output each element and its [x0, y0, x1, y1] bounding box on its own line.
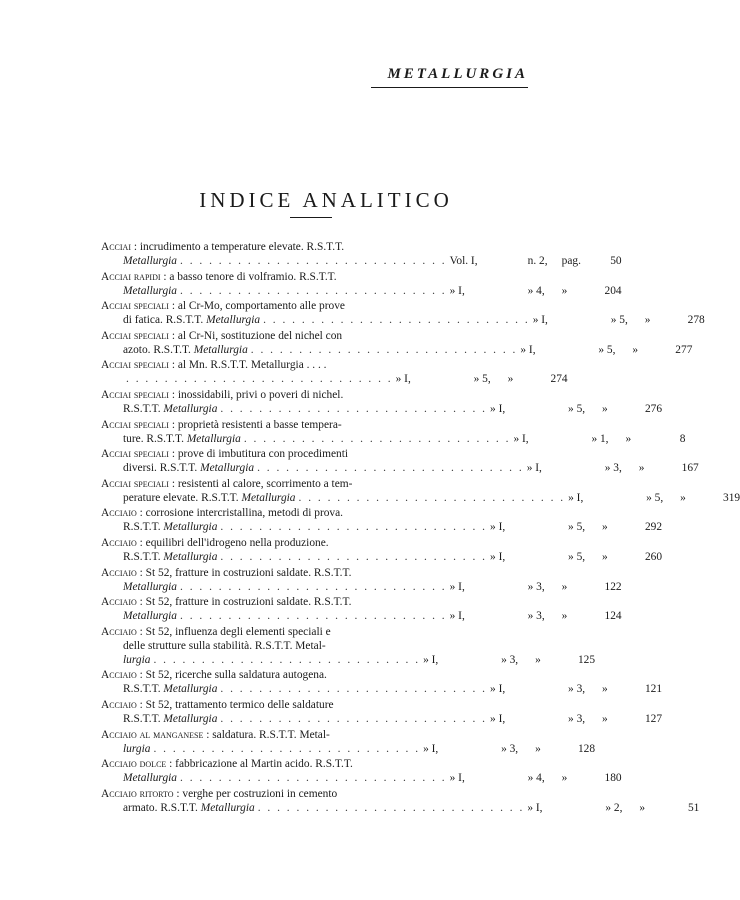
entry-source-italic: Metallurgia [193, 343, 248, 356]
index-entry [101, 625, 596, 667]
page-label: » [602, 683, 608, 696]
issue-ref: » 5, [646, 491, 664, 504]
entry-source-italic: Metallurgia [123, 580, 177, 593]
issue-ref: » 2, [605, 801, 623, 814]
entry-heading: Acciai speciali [101, 388, 169, 401]
entry-source-italic: Metallurgia [186, 432, 241, 445]
page-label: » [644, 314, 651, 327]
entry-heading: Acciai speciali [101, 359, 169, 372]
entry-heading: Acciai speciali [101, 418, 169, 431]
entry-first-line [101, 757, 531, 771]
page-number: 51 [687, 801, 700, 814]
page-number: 319 [723, 491, 740, 504]
page-number: 121 [644, 683, 663, 696]
index-list [101, 240, 740, 816]
entry-description: : St 52, trattamento termico delle saldature [139, 698, 334, 711]
index-entry [101, 240, 622, 268]
issue-ref: » 5, [610, 314, 628, 327]
entry-first-line [101, 595, 531, 609]
entry-reference-line [101, 742, 596, 756]
entry-reference [513, 432, 685, 446]
page-label: » [561, 580, 568, 593]
entry-heading: Acciaio dolce [101, 758, 167, 771]
page-number: 204 [604, 284, 622, 297]
entry-reference-line [101, 284, 622, 298]
entry-source-italic: Metallurgia [206, 314, 261, 327]
entry-description: : St 52, fratture in costruzioni saldate. R.S.T.T. [139, 596, 352, 609]
entry-source-italic: Metallurgia [123, 610, 177, 623]
volume-ref: » I, [449, 284, 465, 297]
entry-reference [490, 682, 662, 696]
entry-reference [533, 313, 705, 327]
entry-reference-line [101, 402, 663, 416]
page-number: 125 [577, 653, 596, 666]
entry-reference [490, 712, 662, 726]
entry-heading: Acciai rapidi [101, 270, 161, 283]
dot-leader: . . . . . . . . . . . . . . . . . . . . . . . . . . . . [153, 742, 421, 755]
index-entry [101, 757, 622, 785]
entry-reference-line [101, 254, 622, 268]
dot-leader: . . . . . . . . . . . . . . . . . . . . . . . . . . . . [220, 521, 488, 534]
entry-description: : St 52, influenza degli elementi speciali e [139, 625, 331, 638]
entry-first-line [101, 566, 531, 580]
page-label: » [639, 801, 646, 814]
page-label: » [632, 343, 639, 356]
entry-description: : fabbricazione al Martin acido. R.S.T.T. [169, 758, 353, 771]
volume-ref: » I, [520, 343, 536, 356]
entry-description: : corrosione intercristallina, metodi di prova. [139, 507, 344, 520]
entry-reference-line [101, 550, 663, 564]
volume-ref: » I, [490, 402, 506, 415]
page-label: » [561, 772, 568, 785]
entry-source-italic: Metallurgia [200, 462, 255, 475]
entry-first-line [101, 388, 531, 402]
volume-ref: » I, [568, 491, 584, 504]
dot-leader: . . . . . . . . . . . . . . . . . . . . . . . . . . . . [220, 402, 488, 415]
entry-first-line [101, 728, 531, 742]
volume-ref: » I, [423, 742, 439, 755]
volume-ref: » I, [449, 580, 465, 593]
index-entry [101, 270, 622, 298]
entry-source-italic: Metallurgia [123, 284, 177, 297]
entry-description: : verghe per costruzioni in cemento [176, 787, 338, 800]
entry-description: : resistenti al calore, scorrimento a tem- [171, 477, 353, 490]
page-number: 167 [681, 462, 699, 475]
entry-source-italic: Metallurgia [163, 550, 218, 563]
entry-source-italic: Metallurgia [241, 491, 296, 504]
entry-heading: Acciai speciali [101, 329, 169, 342]
page-label: » [507, 373, 514, 386]
page-label: » [561, 610, 568, 623]
index-entry [101, 447, 699, 475]
page-number: 274 [550, 373, 568, 386]
entry-heading: Acciai speciali [101, 300, 169, 313]
entry-first-line [101, 536, 531, 550]
entry-source-italic: lurgia [123, 653, 151, 666]
entry-first-line [101, 329, 531, 343]
entry-reference [396, 372, 568, 386]
issue-ref: » 3, [568, 683, 586, 696]
index-entry [101, 418, 686, 446]
index-entry [101, 728, 596, 756]
entry-source-italic: Metallurgia [163, 402, 218, 415]
dot-leader: . . . . . . . . . . . . . . . . . . . . . . . . . . . . [263, 314, 530, 327]
dot-leader: . . . . . . . . . . . . . . . . . . . . . . . . . . . . [180, 255, 447, 267]
page-number: 122 [604, 580, 622, 593]
index-entry [101, 358, 568, 386]
page-number: 278 [687, 314, 705, 327]
entry-reference [490, 550, 662, 564]
entry-description: : prove di imbutitura con procedimenti [171, 448, 349, 461]
page-number: 276 [644, 402, 663, 415]
page-label: » [680, 491, 686, 504]
issue-ref: n. 2, [527, 255, 548, 267]
page-label: » [602, 521, 608, 534]
index-entry [101, 506, 663, 534]
dot-leader: . . . . . . . . . . . . . . . . . . . . . . . . . . . . [257, 801, 525, 814]
page-number: 180 [604, 772, 622, 785]
page-number: 292 [644, 521, 663, 534]
entry-heading: Acciaio [101, 625, 137, 638]
entry-reference [450, 771, 622, 785]
dot-leader: . . . . . . . . . . . . . . . . . . . . . . . . . . . . [298, 491, 566, 504]
index-entry [101, 477, 740, 505]
entry-reference-line [101, 580, 622, 594]
volume-ref: » I, [513, 432, 529, 445]
entry-first-line [101, 447, 531, 461]
entry-description: : St 52, fratture in costruzioni saldate. R.S.T.T. [139, 566, 352, 579]
entry-heading: Acciai [101, 241, 132, 253]
index-entry [101, 299, 705, 327]
entry-reference-line [101, 520, 663, 534]
entry-source-italic: Metallurgia [163, 683, 218, 696]
page-label: » [535, 742, 541, 755]
running-head-rule [371, 87, 528, 88]
entry-first-line [101, 506, 531, 520]
issue-ref: » 3, [568, 712, 586, 725]
dot-leader: . . . . . . . . . . . . . . . . . . . . . . . . . . . . [180, 772, 447, 785]
page-number: 50 [610, 255, 622, 267]
entry-heading: Acciai speciali [101, 477, 169, 490]
entry-reference-line [101, 432, 686, 446]
entry-first-line [101, 270, 531, 284]
entry-reference [450, 609, 622, 623]
entry-source-italic: Metallurgia [123, 772, 177, 785]
volume-ref: » I, [527, 801, 543, 814]
entry-description: : proprietà resistenti a basse tempera- [171, 418, 342, 431]
dot-leader: . . . . . . . . . . . . . . . . . . . . . . . . . . . . [180, 610, 447, 623]
entry-first-line [101, 358, 531, 372]
volume-ref: » I, [490, 550, 506, 563]
index-entry [101, 329, 693, 357]
entry-description: : saldatura. R.S.T.T. Metal- [206, 728, 330, 741]
page-label: » [561, 284, 568, 297]
entry-first-line [101, 418, 531, 432]
entry-reference [520, 343, 692, 357]
entry-first-line [101, 477, 531, 491]
entry-heading: Acciai speciali [101, 448, 169, 461]
issue-ref: » 3, [501, 742, 519, 755]
index-entry [101, 698, 663, 726]
dot-leader: . . . . . . . . . . . . . . . . . . . . . . . . . . . . [220, 683, 488, 696]
entry-source-text: R.S.T.T. [123, 550, 164, 563]
issue-ref: » 3, [527, 580, 545, 593]
issue-ref: » 5, [568, 402, 586, 415]
entry-description: : inossidabili, privi o poveri di nichel. [171, 388, 344, 401]
volume-ref: » I, [490, 683, 506, 696]
entry-first-line [101, 698, 531, 712]
entry-reference-line [101, 461, 699, 475]
entry-reference [450, 580, 622, 594]
entry-source-italic: Metallurgia [163, 712, 218, 725]
entry-source-text: R.S.T.T. [123, 712, 164, 725]
page-number: 277 [675, 343, 693, 356]
page-label: » [625, 432, 632, 445]
entry-continuation-line: delle strutture sulla stabilità. R.S.T.T. Metal- [123, 639, 326, 652]
entry-heading: Acciaio al manganese [101, 728, 204, 741]
page-number: 260 [644, 550, 663, 563]
issue-ref: » 3, [527, 610, 545, 623]
issue-ref: » 5, [598, 343, 616, 356]
entry-source-italic: lurgia [123, 742, 151, 755]
volume-ref: » I, [490, 521, 506, 534]
issue-ref: » 3, [501, 653, 519, 666]
page-number: 127 [644, 712, 663, 725]
page-label: » [535, 653, 541, 666]
volume-ref: » I, [526, 462, 542, 475]
entry-first-line [101, 625, 531, 639]
entry-description: : al Cr-Ni, sostituzione del nichel con [171, 329, 343, 342]
entry-source-italic: Metallurgia [123, 255, 177, 267]
entry-heading: Acciaio [101, 536, 137, 549]
entry-reference-line [101, 372, 568, 386]
entry-reference [527, 801, 699, 815]
index-entry [101, 566, 622, 594]
issue-ref: » 3, [604, 462, 622, 475]
entry-heading: Acciaio [101, 698, 137, 711]
entry-reference [490, 520, 662, 534]
issue-ref: » 1, [591, 432, 609, 445]
page-label: » [602, 402, 608, 415]
dot-leader: . . . . . . . . . . . . . . . . . . . . . . . . . . . . [126, 373, 393, 386]
entry-first-line [101, 787, 531, 801]
volume-ref: » I, [449, 610, 465, 623]
issue-ref: » 5, [568, 521, 586, 534]
entry-source-text: perature elevate. R.S.T.T. [123, 491, 242, 504]
index-entry [101, 536, 663, 564]
index-entry [101, 787, 700, 815]
entry-first-line [101, 668, 531, 682]
entry-source-italic: Metallurgia [200, 801, 255, 814]
issue-ref: » 4, [527, 772, 545, 785]
entry-heading: Acciaio ritorto [101, 787, 174, 800]
entry-reference-line [101, 682, 663, 696]
dot-leader: . . . . . . . . . . . . . . . . . . . . . . . . . . . . [180, 284, 447, 297]
entry-reference-line [101, 313, 705, 327]
entry-reference [490, 402, 662, 416]
dot-leader: . . . . . . . . . . . . . . . . . . . . . . . . . . . . [243, 432, 511, 445]
issue-ref: » 4, [527, 284, 545, 297]
entry-description: : incrudimento a temperature elevate. R.S.T.T. [133, 241, 345, 253]
index-entry [101, 595, 622, 623]
volume-ref: » I, [423, 653, 439, 666]
index-entry [101, 388, 663, 416]
dot-leader: . . . . . . . . . . . . . . . . . . . . . . . . . . . . [250, 343, 518, 356]
title-rule [290, 217, 332, 218]
entry-reference [450, 254, 622, 268]
entry-reference [527, 461, 699, 475]
dot-leader: . . . . . . . . . . . . . . . . . . . . . . . . . . . . [220, 550, 488, 563]
index-entry [101, 668, 663, 696]
page-number: 128 [577, 742, 596, 755]
page-number: 124 [604, 610, 622, 623]
dot-leader: . . . . . . . . . . . . . . . . . . . . . . . . . . . . [220, 712, 488, 725]
dot-leader: . . . . . . . . . . . . . . . . . . . . . . . . . . . . [257, 462, 524, 475]
entry-description: : equilibri dell'idrogeno nella produzione. [139, 536, 329, 549]
volume-ref: Vol. I, [449, 255, 478, 267]
entry-reference [423, 742, 595, 756]
dot-leader: . . . . . . . . . . . . . . . . . . . . . . . . . . . . [180, 580, 447, 593]
entry-first-line [101, 299, 531, 313]
entry-heading: Acciaio [101, 596, 137, 609]
entry-reference-line [101, 609, 622, 623]
entry-reference [423, 653, 595, 667]
volume-ref: » I, [395, 373, 411, 386]
entry-reference-line [101, 712, 663, 726]
volume-ref: » I, [532, 314, 548, 327]
entry-source-text: R.S.T.T. [123, 402, 164, 415]
entry-heading: Acciaio [101, 566, 137, 579]
entry-source-text: R.S.T.T. [123, 683, 164, 696]
entry-source-text: azoto. R.S.T.T. [123, 343, 194, 356]
entry-reference-line [101, 343, 693, 357]
dot-leader: . . . . . . . . . . . . . . . . . . . . . . . . . . . . [153, 653, 421, 666]
volume-ref: » I, [449, 772, 465, 785]
entry-reference-line [101, 653, 596, 667]
entry-heading: Acciaio [101, 507, 137, 520]
entry-description: : al Cr-Mo, comportamento alle prove [171, 300, 345, 313]
entry-source-text: di fatica. R.S.T.T. [123, 314, 207, 327]
page-label: » [638, 462, 645, 475]
page-number: 8 [679, 432, 686, 445]
entry-description: : al Mn. R.S.T.T. Metallurgia . . . . [171, 359, 327, 372]
entry-reference [568, 491, 740, 505]
entry-heading: Acciaio [101, 669, 137, 682]
entry-source-text: ture. R.S.T.T. [123, 432, 187, 445]
entry-first-line [101, 240, 531, 254]
entry-source-text: R.S.T.T. [123, 521, 164, 534]
running-head: METALLURGIA [387, 66, 528, 82]
page-label: pag. [561, 255, 581, 267]
entry-description: : St 52, ricerche sulla saldatura autogena. [139, 669, 327, 682]
entry-source-italic: Metallurgia [163, 521, 218, 534]
issue-ref: » 5, [568, 550, 586, 563]
page-label: » [602, 550, 608, 563]
entry-source-text: armato. R.S.T.T. [123, 801, 201, 814]
issue-ref: » 5, [473, 373, 491, 386]
page-label: » [602, 712, 608, 725]
entry-reference-line [101, 491, 740, 505]
page-title: INDICE ANALITICO [199, 188, 453, 212]
entry-source-text: diversi. R.S.T.T. [123, 462, 201, 475]
entry-reference-line [101, 801, 700, 815]
entry-description: : a basso tenore di volframio. R.S.T.T. [163, 270, 337, 283]
entry-reference-line [101, 771, 622, 785]
entry-reference [450, 284, 622, 298]
volume-ref: » I, [490, 712, 506, 725]
